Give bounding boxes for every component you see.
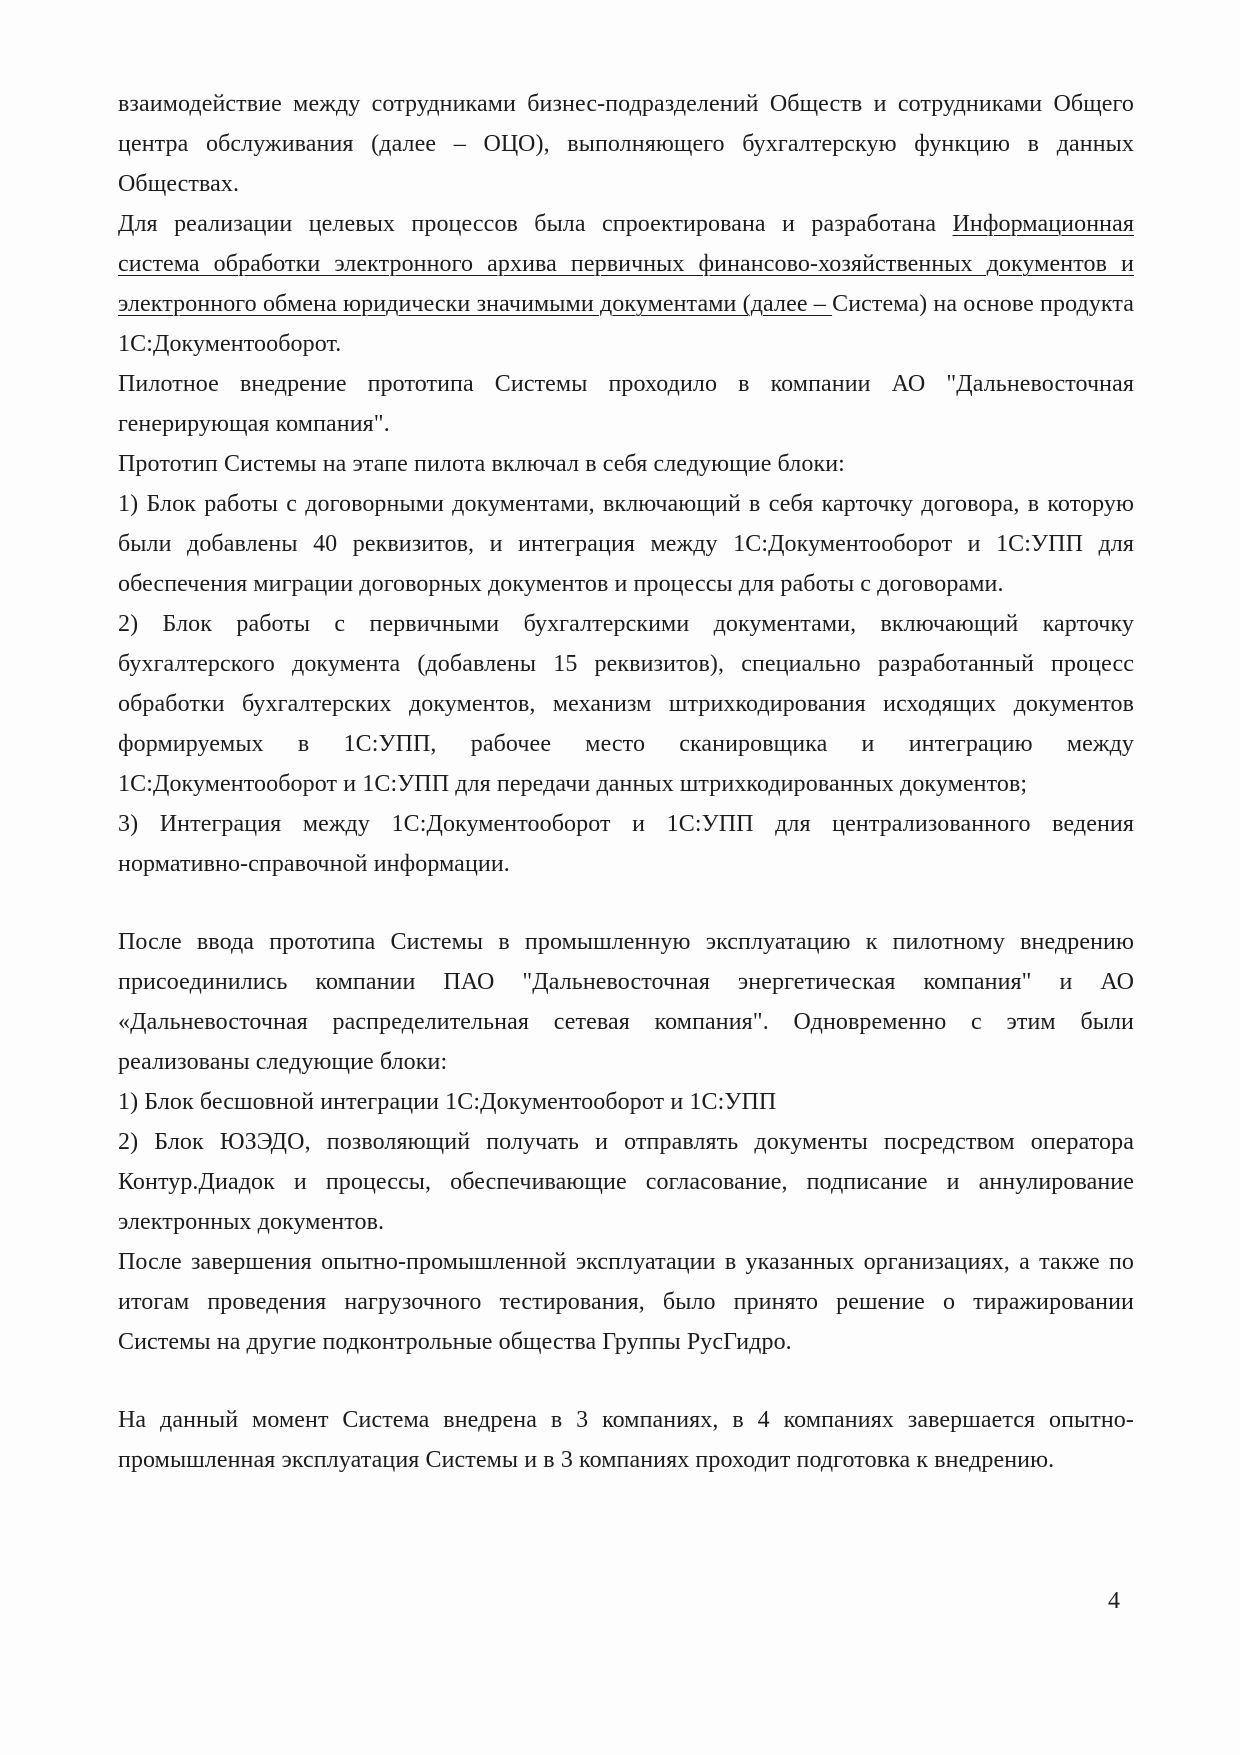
paragraph-replication-decision: После завершения опытно-промышленной эксплуатации в указанных организациях, а также по итогам проведения нагрузочного тестирования, было принято решение о тиражировании Системы на другие подконтрольные общества Группы РусГидро. [118, 1249, 1134, 1355]
paragraph-current-status: На данный момент Система внедрена в 3 компаниях, в 4 компаниях завершается опытно-промышленная эксплуатация Системы и в 3 компаниях проходит подготовка к внедрению. [118, 1407, 1134, 1473]
list-item-contract-block: 1) Блок работы с договорными документами, включающий в себя карточку договора, в которую были добавлены 40 реквизитов, и интеграция между 1С:Документооборот и 1С:УПП для обеспечения миграции договорных документов и процессы для работы с договорами. [118, 491, 1134, 597]
paragraph-prototype-blocks-heading: Прототип Системы на этапе пилота включал в себя следующие блоки: [118, 451, 845, 477]
system-development-lead-text: Для реализации целевых процессов была спроектирована и разработана [118, 211, 953, 237]
page-number: 4 [1108, 1588, 1120, 1614]
paragraph-intro-continuation: взаимодействие между сотрудниками бизнес-подразделений Обществ и сотрудниками Общего центра обслуживания (далее – ОЦО), выполняющего бухгалтерскую функцию в данных Обществах. [118, 91, 1134, 197]
list-item-seamless-integration: 1) Блок бесшовной интеграции 1С:Документооборот и 1С:УПП [118, 1089, 777, 1115]
list-item-edo-block: 2) Блок ЮЗЭДО, позволяющий получать и отправлять документы посредством оператора Контур.Диадок и процессы, обеспечивающие согласование, подписание и аннулирование электронных документов. [118, 1129, 1134, 1235]
system-development-tail-text: Система) на основе продукта 1С:Документооборот. [118, 291, 1134, 357]
paragraph-pilot-deployment: Пилотное внедрение прототипа Системы проходило в компании АО "Дальневосточная генерирующая компания". [118, 371, 1134, 437]
paragraph-system-development [118, 204, 1134, 364]
system-name-underlined: Информационная система обработки электронного архива первичных финансово-хозяйственных документов и электронного обмена юридически значимыми документами (далее – [118, 211, 1134, 317]
document-body [118, 84, 1134, 1480]
list-item-accounting-block: 2) Блок работы с первичными бухгалтерскими документами, включающий карточку бухгалтерского документа (добавлены 15 реквизитов), специально разработанный процесс обработки бухгалтерских документов, механизм штрихкодирования исходящих документов формируемых в 1С:УПП, рабочее место сканировщика и интеграцию между 1С:Документооборот и 1С:УПП для передачи данных штрихкодированных документов; [118, 611, 1134, 797]
paragraph-after-prototype: После ввода прототипа Системы в промышленную эксплуатацию к пилотному внедрению присоединились компании ПАО "Дальневосточная энергетическая компания" и АО «Дальневосточная распределительная сетевая компания". Одновременно с этим были реализованы следующие блоки: [118, 929, 1134, 1075]
list-item-integration-block: 3) Интеграция между 1С:Документооборот и 1С:УПП для централизованного ведения нормативно-справочной информации. [118, 811, 1134, 877]
